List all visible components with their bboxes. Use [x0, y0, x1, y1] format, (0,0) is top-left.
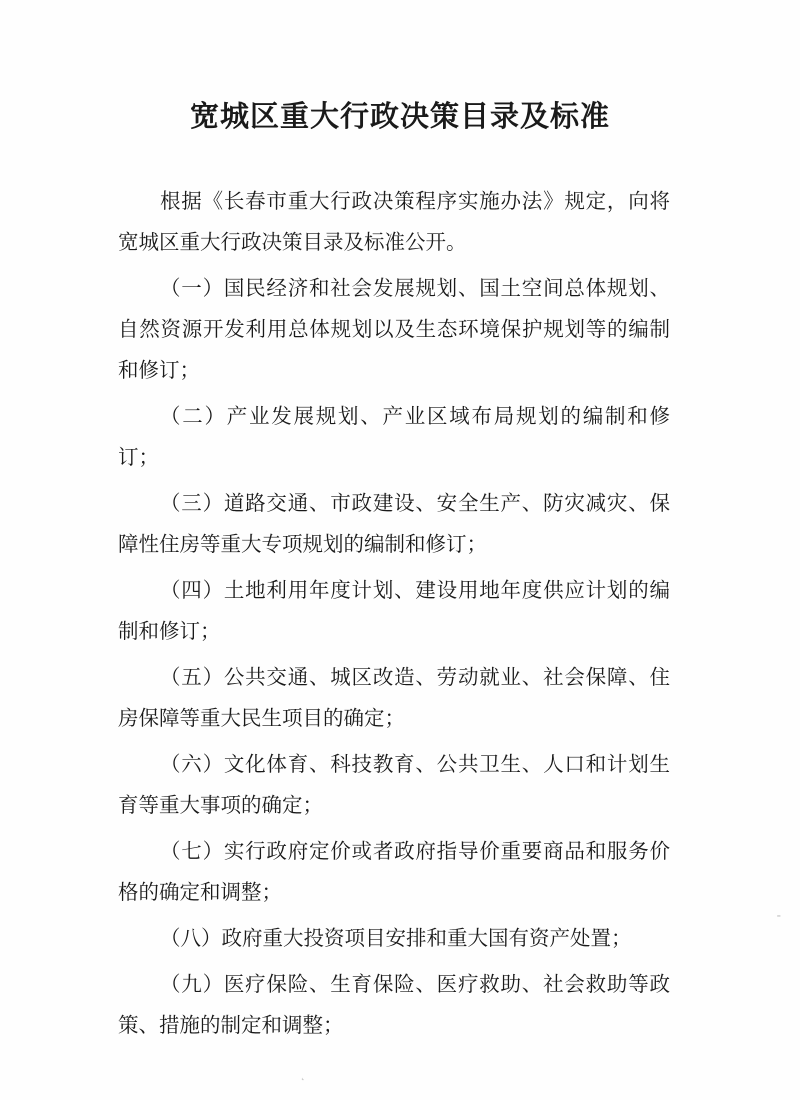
item-8-paragraph: （八）政府重大投资项目安排和重大国有资产处置； — [160, 926, 632, 950]
item-5-paragraph: （五）公共交通、城区改造、劳动就业、社会保障、住房保障等重大民生项目的确定； — [118, 665, 670, 730]
intro-paragraph: 根据《长春市重大行政决策程序实施办法》规定，向将宽城区重大行政决策目录及标准公开。 — [118, 189, 670, 254]
scan-speck: ⁃ — [776, 910, 782, 923]
document-title: 宽城区重大行政决策目录及标准 — [189, 99, 610, 133]
document-body — [118, 181, 670, 1051]
item-6-paragraph: （六）文化体育、科技教育、公共卫生、人口和计划生育等重大事项的确定； — [118, 752, 670, 817]
item-9-paragraph: （九）医疗保险、生育保险、医疗救助、社会救助等政策、措施的制定和调整； — [118, 972, 670, 1037]
scan-speck: ˛ — [300, 1068, 306, 1081]
item-4-paragraph: （四）土地利用年度计划、建设用地年度供应计划的编制和修订； — [118, 578, 670, 643]
item-2-paragraph: （二）产业发展规划、产业区域布局规划的编制和修订； — [118, 404, 670, 469]
item-1-paragraph: （一）国民经济和社会发展规划、国土空间总体规划、自然资源开发利用总体规划以及生态环境保护规划等的编制和修订； — [118, 276, 670, 382]
item-7-paragraph: （七）实行政府定价或者政府指导价重要商品和服务价格的确定和调整； — [118, 839, 670, 904]
item-3-paragraph: （三）道路交通、市政建设、安全生产、防灾减灾、保障性住房等重大专项规划的编制和修订； — [118, 491, 670, 556]
